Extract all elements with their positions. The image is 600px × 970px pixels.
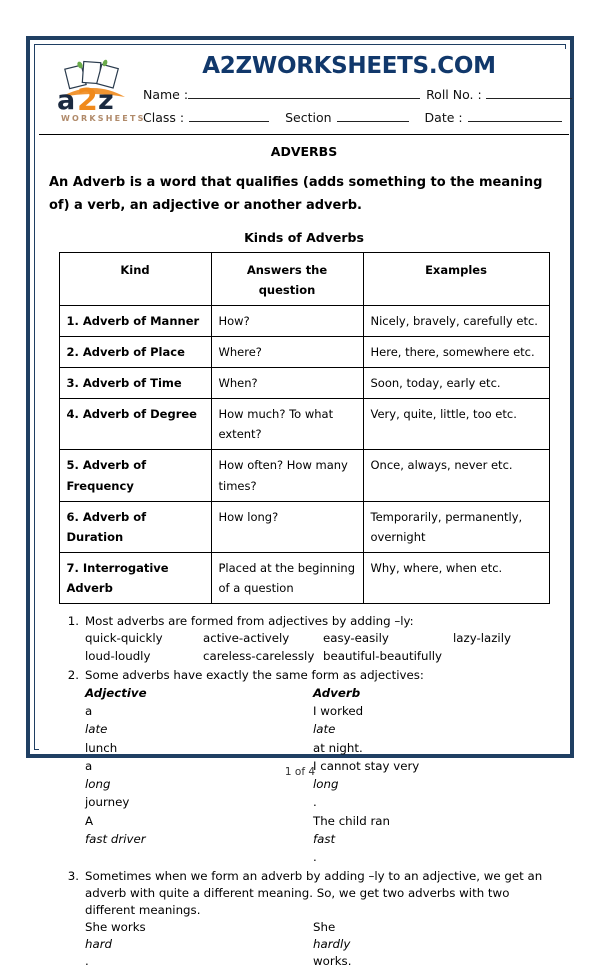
cell-examples: Temporarily, permanently, overnight bbox=[363, 501, 549, 552]
table-row bbox=[59, 399, 549, 450]
adv-italic-word: long bbox=[313, 777, 338, 791]
note-2-number: 2. bbox=[59, 667, 79, 684]
table-row bbox=[59, 368, 549, 399]
adjective-adverb-row bbox=[85, 702, 559, 757]
adj-suffix: journey bbox=[85, 793, 313, 811]
table-row bbox=[59, 336, 549, 367]
adj-prefix: a bbox=[85, 757, 313, 775]
svg-text:a: a bbox=[57, 85, 75, 116]
adj-suffix: lunch bbox=[85, 739, 313, 757]
class-label: Class : bbox=[143, 110, 184, 125]
svg-text:WORKSHEETS: WORKSHEETS bbox=[61, 114, 146, 123]
adj-italic-word: late bbox=[85, 722, 107, 736]
roll-no-input[interactable] bbox=[486, 88, 572, 99]
section-input[interactable] bbox=[337, 111, 409, 122]
adv-italic-word: fast bbox=[313, 832, 335, 846]
column-header-question: Answers the question bbox=[211, 252, 363, 305]
page-border-outer bbox=[26, 36, 574, 758]
section-label: Section bbox=[269, 110, 331, 125]
cell-kind: 2. Adverb of Place bbox=[59, 336, 211, 367]
cell-examples: Once, always, never etc. bbox=[363, 450, 549, 501]
hardly-prefix: She bbox=[313, 919, 541, 936]
adv-italic-word: late bbox=[313, 722, 335, 736]
table-row bbox=[59, 501, 549, 552]
cell-question: How much? To what extent? bbox=[211, 399, 363, 450]
worksheet-header bbox=[39, 49, 569, 135]
adverb-example bbox=[313, 702, 541, 757]
table-row bbox=[59, 552, 549, 603]
note-3-text: Sometimes when we form an adverb by adding –ly to an adjective, we get an adverb with quite a different meaning. So, we get two adverbs with two different meanings. bbox=[85, 868, 559, 919]
cell-examples: Why, where, when etc. bbox=[363, 552, 549, 603]
note-item-1 bbox=[49, 613, 559, 665]
adj-italic-word: long bbox=[85, 777, 110, 791]
hard-hardly-row bbox=[85, 954, 541, 968]
word-pair: loud-loudly bbox=[85, 648, 203, 666]
name-input[interactable] bbox=[188, 88, 420, 99]
adj-italic-word: fast driver bbox=[85, 832, 146, 846]
a2z-logo bbox=[47, 57, 139, 127]
hard-example bbox=[85, 919, 313, 970]
adj-prefix: A bbox=[85, 812, 313, 830]
adv-suffix: . bbox=[313, 793, 541, 811]
cell-question: How long? bbox=[211, 501, 363, 552]
note-1-row-1 bbox=[85, 630, 559, 648]
name-label: Name : bbox=[143, 87, 188, 102]
adjective-adverb-headings bbox=[85, 684, 559, 702]
kinds-of-adverbs-heading: Kinds of Adverbs bbox=[49, 230, 559, 245]
word-pair: careless-carelessly bbox=[203, 648, 323, 666]
class-section-date-field-row bbox=[143, 110, 567, 125]
word-pair: easy-easily bbox=[323, 630, 453, 648]
table-header-row bbox=[59, 252, 549, 305]
adv-prefix: I cannot stay very bbox=[313, 757, 541, 775]
notes-list bbox=[49, 613, 559, 970]
cell-question: Where? bbox=[211, 336, 363, 367]
cell-examples: Very, quite, little, too etc. bbox=[363, 399, 549, 450]
cell-examples: Nicely, bravely, carefully etc. bbox=[363, 305, 549, 336]
adjective-adverb-row bbox=[85, 812, 559, 867]
note-item-3 bbox=[49, 868, 559, 970]
column-header-examples: Examples bbox=[363, 252, 549, 305]
adverbs-table bbox=[59, 252, 550, 605]
cell-question: How? bbox=[211, 305, 363, 336]
word-pair: active-actively bbox=[203, 630, 323, 648]
hardly-suffix: works. bbox=[313, 953, 541, 970]
cell-kind: 3. Adverb of Time bbox=[59, 368, 211, 399]
cell-kind: 6. Adverb of Duration bbox=[59, 501, 211, 552]
adjective-example bbox=[85, 812, 313, 867]
page-footer: 1 of 4 bbox=[0, 766, 600, 778]
adv-prefix: The child ran bbox=[313, 812, 541, 830]
hardly-example bbox=[313, 919, 541, 970]
word-pair: lazy-lazily bbox=[453, 630, 511, 648]
hard-italic-word: hard bbox=[85, 937, 112, 951]
cell-kind: 5. Adverb of Frequency bbox=[59, 450, 211, 501]
column-header-kind: Kind bbox=[59, 252, 211, 305]
worksheet-body bbox=[39, 144, 569, 970]
page-title: ADVERBS bbox=[49, 144, 559, 159]
heading-adjective: Adjective bbox=[85, 684, 313, 702]
adv-suffix: . bbox=[313, 848, 541, 866]
adv-suffix: at night. bbox=[313, 739, 541, 757]
note-1-row-2 bbox=[85, 648, 559, 666]
cell-kind: 4. Adverb of Degree bbox=[59, 399, 211, 450]
logo-graphic bbox=[47, 57, 139, 127]
note-3-number: 3. bbox=[59, 868, 79, 885]
cell-kind: 1. Adverb of Manner bbox=[59, 305, 211, 336]
word-pair: beautiful-beautifully bbox=[323, 648, 453, 666]
cell-examples: Here, there, somewhere etc. bbox=[363, 336, 549, 367]
adverb-example bbox=[313, 812, 541, 867]
heading-adverb: Adverb bbox=[313, 684, 541, 702]
cell-question: Placed at the beginning of a question bbox=[211, 552, 363, 603]
cell-question: When? bbox=[211, 368, 363, 399]
note-1-number: 1. bbox=[59, 613, 79, 630]
adj-prefix: a bbox=[85, 702, 313, 720]
note-1-word-pairs bbox=[85, 630, 559, 665]
note-1-text: Most adverbs are formed from adjectives by adding –ly: bbox=[85, 614, 414, 628]
date-label: Date : bbox=[409, 110, 463, 125]
svg-text:z: z bbox=[98, 85, 114, 116]
svg-text:2: 2 bbox=[77, 83, 98, 118]
hard-suffix: . bbox=[85, 953, 313, 970]
table-row bbox=[59, 305, 549, 336]
adv-prefix: I worked bbox=[313, 702, 541, 720]
class-input[interactable] bbox=[189, 111, 269, 122]
hard-prefix: She works bbox=[85, 919, 313, 936]
table-row bbox=[59, 450, 549, 501]
date-input[interactable] bbox=[468, 111, 562, 122]
worksheet-content bbox=[39, 49, 569, 753]
site-title: A2ZWORKSHEETS.COM bbox=[139, 53, 559, 79]
word-pair: quick-quickly bbox=[85, 630, 203, 648]
definition-text: An Adverb is a word that qualifies (adds something to the meaning of) a verb, an adjective or another adverb. bbox=[49, 172, 559, 218]
name-roll-field-row bbox=[143, 87, 567, 102]
cell-question: How often? How many times? bbox=[211, 450, 363, 501]
note-2-text: Some adverbs have exactly the same form as adjectives: bbox=[85, 668, 424, 682]
cell-examples: Soon, today, early etc. bbox=[363, 368, 549, 399]
adjective-example bbox=[85, 702, 313, 757]
hardly-italic-word: hardly bbox=[313, 937, 350, 951]
roll-no-label: Roll No. : bbox=[420, 87, 482, 102]
cell-kind: 7. Interrogative Adverb bbox=[59, 552, 211, 603]
